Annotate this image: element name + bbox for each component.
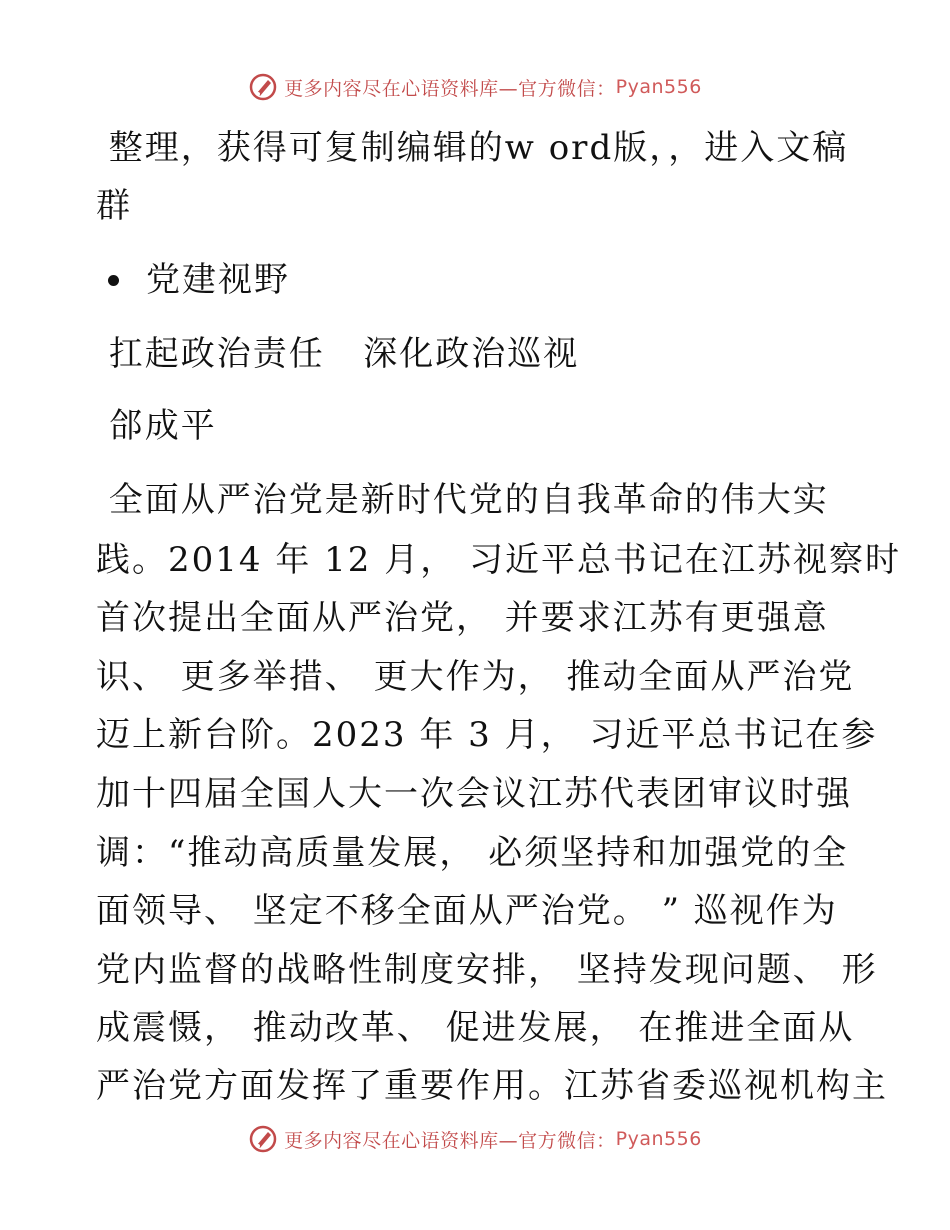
article-title: 扛起政治责任 深化政治巡视 [96,334,580,374]
text-line: 整理，获得可复制编辑的w ord版，，进入文稿 [96,128,849,168]
watermark-header [0,72,950,102]
watermark-text: 更多内容尽在心语资料库—官方微信： [284,1129,616,1152]
watermark-handle: Pyan556 [615,76,702,98]
paragraph-line: 首次提出全面从严治党， 并要求江苏有更强意 [96,598,829,638]
pen-logo-icon [248,1124,278,1154]
paragraph-line: 迈上新台阶。2023 年 3 月， 习近平总书记在参 [96,715,878,755]
paragraph-line: 识、 更多举措、 更大作为， 推动全面从严治党 [96,657,855,697]
paragraph-line: 面领导、 坚定不移全面从严治党。 ” 巡视作为 [96,891,838,931]
article-author: 郃成平 [96,406,217,446]
paragraph-line: 全面从严治党是新时代党的自我革命的伟大实 [96,480,829,520]
paragraph-line: 成震慑， 推动改革、 促进发展， 在推进全面从 [96,1008,855,1048]
watermark-handle: Pyan556 [615,1128,702,1150]
watermark-text: 更多内容尽在心语资料库—官方微信： [284,77,616,100]
paragraph-line: 调：“推动高质量发展， 必须坚持和加强党的全 [96,833,849,873]
paragraph-line: 践。2014 年 12 月， 习近平总书记在江苏视察时 [96,540,902,580]
pen-logo-icon [248,72,278,102]
paragraph-line: 严治党方面发挥了重要作用。江苏省委巡视机构主 [96,1066,888,1106]
section-heading: 党建视野 [146,260,290,300]
paragraph-line: 党内监督的战略性制度安排， 坚持发现问题、 形 [96,950,878,990]
paragraph-line: 加十四届全国人大一次会议江苏代表团审议时强 [96,774,852,814]
watermark-footer [0,1124,950,1154]
bullet-icon [108,275,119,286]
text-line: 群 [96,186,132,226]
